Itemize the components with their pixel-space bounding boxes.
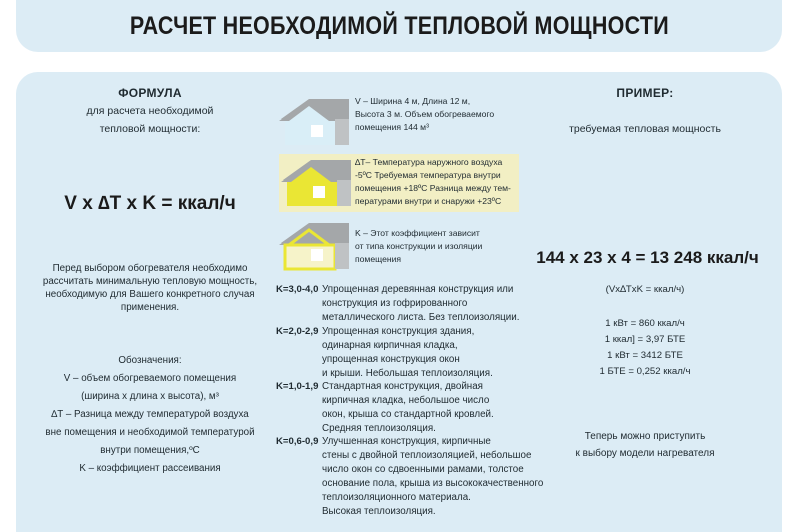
- outro-text: [545, 428, 745, 462]
- formula-heading: ФОРМУЛА: [118, 86, 182, 100]
- house-icon: [279, 221, 351, 271]
- legend-title: Обозначения:: [118, 355, 182, 366]
- legend-item: K – коэффициент рассеивания: [79, 463, 221, 474]
- house-icon: [279, 97, 351, 147]
- house-row-temperature: [279, 154, 519, 212]
- k-item: [276, 283, 538, 325]
- legend-item: внутри помещения,ºC: [100, 445, 200, 456]
- house-coefficient-text: K – Этот коэффициент зависит от типа конструкции и изоляции помещения: [355, 228, 483, 264]
- title-bar: [16, 0, 782, 52]
- intro-text: [20, 262, 280, 314]
- conversion-item: 1 кВт = 3412 БТЕ: [607, 350, 683, 361]
- legend-item: ∆T – Разница между температурой воздуха: [51, 409, 249, 420]
- formula-subheading-1: для расчета необходимой: [86, 105, 214, 117]
- k-description: Стандартная конструкция, двойная кирпичная кладка, небольшое число окон, крыша со стандартной кровлей. Средняя теплоизоляция.: [322, 381, 494, 434]
- k-description: Улучшенная конструкция, кирпичные стены с двойной теплоизоляцией, небольшое число окон со сдвоенными рамами, толстое основание пола, крыша из высококачественного теплоизоляционного материала. Высокая теплоизоляция.: [322, 436, 544, 517]
- intro-line: применения.: [120, 302, 180, 313]
- conversion-item: 1 кВт = 860 ккал/ч: [605, 318, 685, 329]
- k-value: K=1,0-1,9: [276, 381, 319, 392]
- intro-line: Перед выбором обогревателя необходимо: [52, 263, 248, 274]
- house-temperature-text: ∆T– Температура наружного воздуха -5ºC Требуемая температура внутри помещения +18ºC Разница между тем- пературами внутри и снаружи +23ºC: [355, 157, 511, 206]
- k-value: K=3,0-4,0: [276, 284, 319, 295]
- k-description: Упрощенная конструкция здания, одинарная кирпичная кладка, упрощенная конструкция окон и крыши. Небольшая теплоизоляция.: [322, 326, 493, 379]
- k-item: [276, 325, 538, 381]
- intro-line: необходимую для Вашего конкретного случая: [45, 289, 255, 300]
- example-calculation: 144 x 23 x 4 = 13 248 ккал/ч: [536, 248, 759, 267]
- house-icon: [281, 158, 353, 208]
- k-item: [276, 435, 556, 519]
- unit-conversions: [560, 316, 730, 380]
- formula-subheading-2: тепловой мощности:: [99, 123, 201, 135]
- legend: [20, 352, 280, 478]
- intro-line: рассчитать минимальную тепловую мощность,: [42, 276, 258, 287]
- k-description: Упрощенная деревянная конструкция или конструкция из гофрированного металлического листа. Без теплоизоляции.: [322, 284, 520, 323]
- legend-item: вне помещения и необходимой температурой: [45, 427, 255, 438]
- outro-line: Теперь можно приступить: [584, 431, 706, 442]
- example-subheading: требуемая тепловая мощность: [569, 123, 721, 135]
- house-row-coefficient: [279, 219, 519, 275]
- conversion-item: 1 БТЕ = 0,252 ккал/ч: [599, 366, 691, 377]
- legend-item: V – объем обогреваемого помещения: [63, 373, 237, 384]
- calculation-note: (Vx∆TxK = ккал/ч): [605, 284, 685, 295]
- house-volume-text: V – Ширина 4 м, Длина 12 м, Высота 3 м. Объем обогреваемого помещения 144 м³: [355, 96, 495, 132]
- k-value: K=2,0-2,9: [276, 326, 319, 337]
- legend-item: (ширина х длина х высота), м³: [81, 391, 219, 402]
- k-item: [276, 380, 538, 436]
- example-heading: ПРИМЕР:: [616, 86, 674, 100]
- outro-line: к выбору модели нагревателя: [575, 448, 715, 459]
- formula-text: V x ∆T x K = ккал/ч: [64, 193, 236, 214]
- house-row-volume: [279, 95, 519, 151]
- k-value: K=0,6-0,9: [276, 436, 319, 447]
- conversion-item: 1 ккал] = 3,97 БТЕ: [604, 334, 686, 345]
- page-title: РАСЧЕТ НЕОБХОДИМОЙ ТЕПЛОВОЙ МОЩНОСТИ: [129, 11, 669, 40]
